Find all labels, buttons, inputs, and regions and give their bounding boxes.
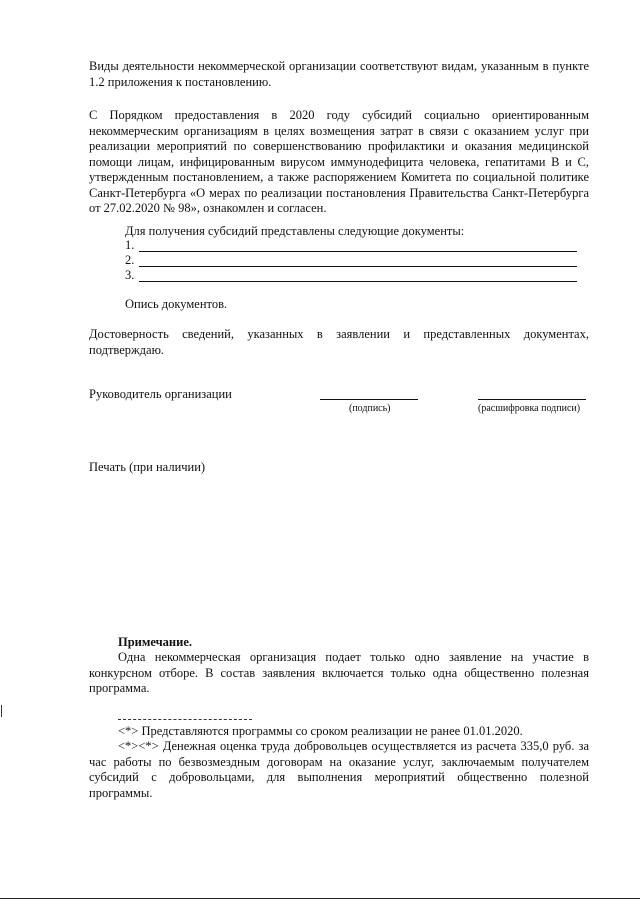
- blank-line: [139, 281, 577, 282]
- footnote-separator: [118, 719, 252, 720]
- procedure-paragraph: С Порядком предоставления в 2020 году субсидий социально ориентированным некоммерческим организациям в целях возмещения затрат в связи с оказанием услуг при реализации мероприятий по совершенствованию профилактики и оказания медицинской помощи лицам, инфицированным вирусом иммунодефицита человека, гепатитами В и С, утвержденным постановлением, а также распоряжением Комитета по социальной политике Санкт-Петербурга «О мерах по реализации постановления Правительства Санкт-Петербурга от 27.02.2020 № 98», ознакомлен и согласен.: [89, 108, 589, 215]
- document-line-number: 3.: [125, 268, 135, 282]
- footnote-2: <*><*> Денежная оценка труда добровольцев осуществляется из расчета 335,0 руб. за час работы по безвозмездным договорам на оказание услуг, заключаемым получателем субсидий с добровольцами, для выполнения мероприятий общественно полезной программы.: [89, 739, 589, 800]
- document-line-number: 2.: [125, 253, 135, 267]
- note-title: Примечание.: [118, 635, 193, 649]
- signature-rule: [320, 399, 418, 400]
- inventory-line: Опись документов.: [125, 297, 228, 311]
- blank-line: [139, 251, 577, 252]
- note-text: Одна некоммерческая организация подает только одно заявление на участие в конкурсном отборе. В состав заявления включается только одна общественно полезная программа.: [89, 650, 589, 695]
- document-line-2: [125, 253, 577, 268]
- document-line-3: [125, 268, 577, 283]
- decoding-caption: (расшифровка подписи): [478, 403, 581, 414]
- seal-label: Печать (при наличии): [89, 460, 206, 474]
- activities-paragraph: Виды деятельности некоммерческой организации соответствуют видам, указанным в пункте 1.2 приложения к постановлению.: [89, 59, 589, 89]
- document-line-1: [125, 238, 577, 253]
- documents-intro: Для получения субсидий представлены следующие документы:: [125, 224, 465, 238]
- confirmation-paragraph: Достоверность сведений, указанных в заявлении и представленных документах, подтверждаю.: [89, 327, 589, 357]
- page-bottom-edge: [0, 898, 640, 899]
- scan-edge-mark: [1, 705, 2, 717]
- document-line-number: 1.: [125, 238, 135, 252]
- decoding-rule: [478, 399, 586, 400]
- signature-caption: (подпись): [349, 403, 391, 414]
- blank-line: [139, 266, 577, 267]
- footnote-1: <*> Представляются программы со сроком реализации не ранее 01.01.2020.: [118, 724, 523, 738]
- signature-role: Руководитель организации: [89, 387, 232, 401]
